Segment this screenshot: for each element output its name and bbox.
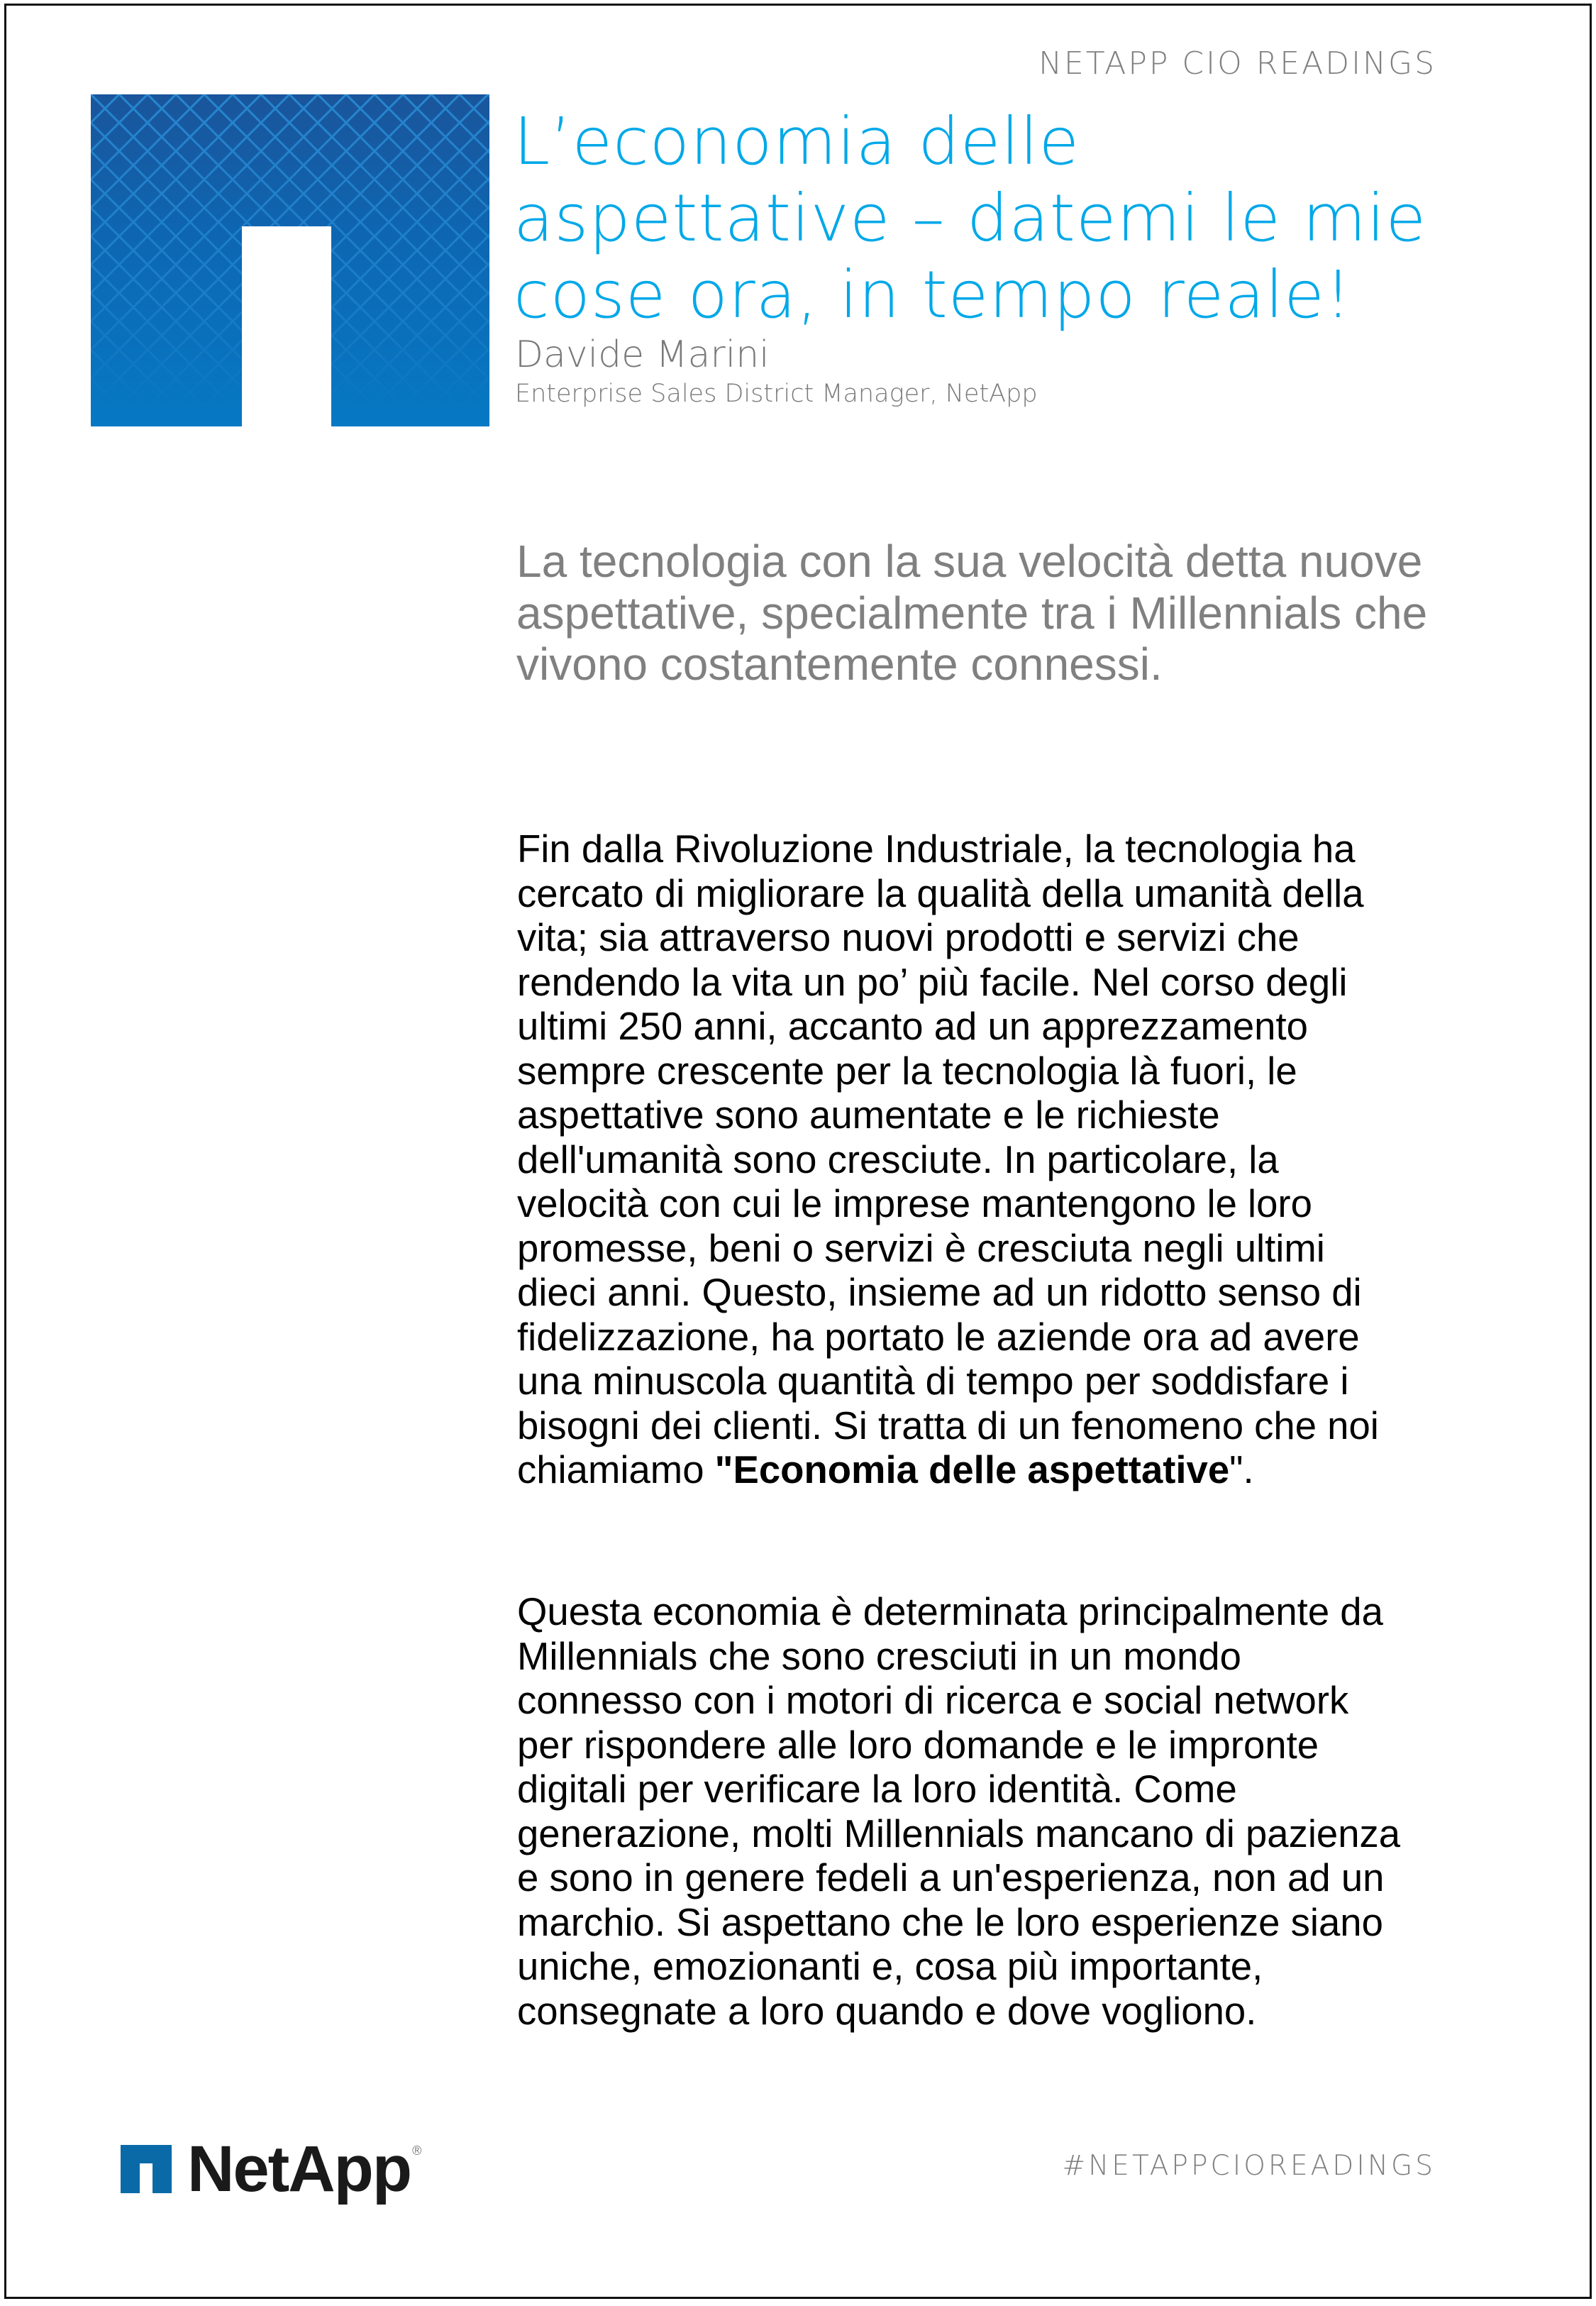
netapp-n-logo-icon (121, 2145, 172, 2193)
body-line: dieci anni. Questo, insieme ad un ridotto senso di (517, 1271, 1362, 1314)
author-role: Enterprise Sales District Manager, NetApp (515, 380, 1038, 408)
body-line: cercato di migliorare la qualità della umanità della (517, 871, 1364, 915)
body-text: ". (1229, 1448, 1254, 1491)
body-line: marchio. Si aspettano che le loro esperienze siano (517, 1900, 1383, 1944)
emphasis-term: "Economia delle aspettative (714, 1448, 1230, 1491)
body-line: ultimi 250 anni, accanto ad un apprezzamento (517, 1005, 1308, 1048)
body-paragraph-1 (517, 827, 1524, 1493)
body-line: Questa economia è determinata principalmente da (517, 1590, 1383, 1633)
body-line: vita; sia attraverso nuovi prodotti e servizi che (517, 916, 1299, 959)
brand-wordmark: NetApp (187, 2133, 411, 2205)
body-line: promesse, beni o servizi è cresciuta negli ultimi (517, 1226, 1325, 1270)
author-name: Davide Marini (515, 333, 770, 376)
body-line: Millennials che sono cresciuti in un mondo (517, 1634, 1241, 1678)
intro-line: La tecnologia con la sua velocità detta nuove (516, 536, 1423, 587)
body-line: una minuscola quantità di tempo per soddisfare i (517, 1359, 1349, 1403)
body-line-last (517, 1448, 1524, 1493)
registered-mark: ® (412, 2143, 422, 2158)
body-line: e sono in genere fedeli a un'esperienza, non ad un (517, 1856, 1385, 1899)
netapp-hero-logo-icon (91, 94, 489, 426)
title-line: cose ora, in tempo reale! (514, 257, 1352, 333)
intro-lead (516, 536, 1509, 690)
article-title (514, 104, 1507, 333)
body-line: Fin dalla Rivoluzione Industriale, la tecnologia ha (517, 827, 1356, 871)
body-line: consegnate a loro quando e dove vogliono. (517, 1989, 1257, 2033)
body-line: fidelizzazione, ha portato le aziende ora ad avere (517, 1315, 1360, 1359)
body-text: chiamiamo (517, 1448, 715, 1491)
title-line: aspettative – datemi le mie (514, 180, 1427, 256)
body-line: rendendo la vita un po’ più facile. Nel corso degli (517, 960, 1348, 1004)
body-line: bisogni dei clienti. Si tratta di un fenomeno che noi (517, 1403, 1379, 1447)
body-line: digitali per verificare la loro identità. Come (517, 1767, 1237, 1811)
body-line: dell'umanità sono cresciute. In particolare, la (517, 1137, 1279, 1181)
intro-line: vivono costantemente connessi. (516, 639, 1163, 690)
body-line: velocità con cui le imprese mantengono le loro (517, 1182, 1312, 1225)
body-line: sempre crescente per la tecnologia là fuori, le (517, 1049, 1297, 1093)
intro-line: aspettative, specialmente tra i Millennials che (516, 587, 1428, 639)
netapp-footer-logo (121, 2133, 422, 2205)
hashtag: #NETAPPCIOREADINGS (1062, 2150, 1436, 2182)
body-line: per rispondere alle loro domande e le impronte (517, 1723, 1319, 1767)
body-line: uniche, emozionanti e, cosa più importante, (517, 1945, 1263, 1988)
title-line: L’economia delle (514, 104, 1080, 180)
body-paragraph-2 (517, 1590, 1524, 2034)
body-line: generazione, molti Millennials mancano di pazienza (517, 1811, 1401, 1855)
body-line: connesso con i motori di ricerca e social network (517, 1679, 1349, 1722)
series-label: NETAPP CIO READINGS (1038, 45, 1436, 82)
body-line: aspettative sono aumentate e le richieste (517, 1093, 1220, 1137)
